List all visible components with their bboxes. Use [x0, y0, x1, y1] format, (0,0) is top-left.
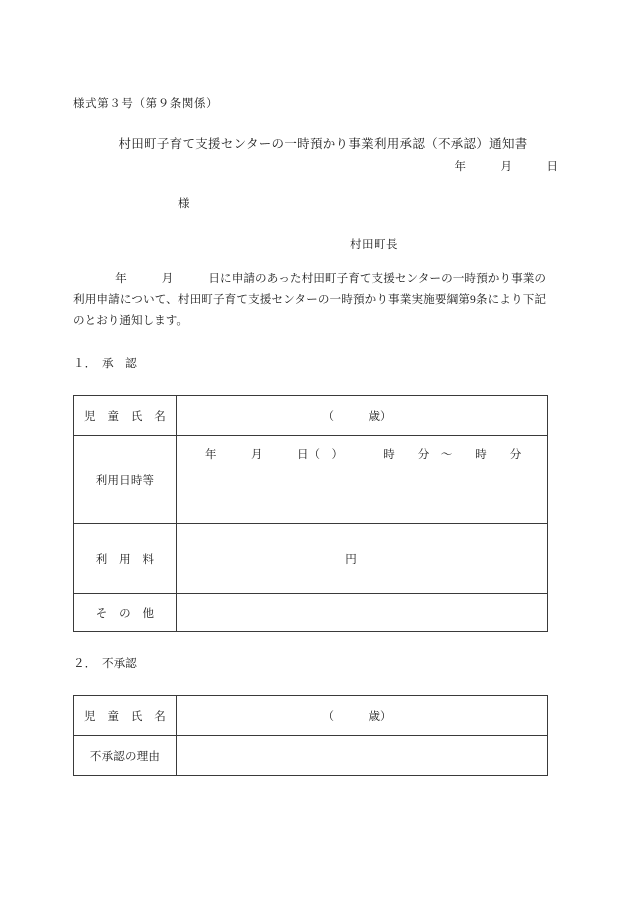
row-label-usage-fee: 利 用 料	[74, 524, 177, 594]
row-label-disapproval-reason: 不承認の理由	[74, 736, 177, 776]
table-row	[74, 524, 548, 594]
row-label-child-name: 児 童 氏 名	[74, 396, 177, 436]
issuer-name: 村田町長	[350, 239, 398, 251]
row-value-child-name[interactable]	[177, 396, 548, 436]
row-value-usage-fee[interactable]	[177, 524, 548, 594]
row-value-usage-datetime[interactable]	[177, 436, 548, 524]
row-value-child-name-2[interactable]	[177, 696, 548, 736]
approval-table	[73, 395, 548, 632]
row-label-other: そ の 他	[74, 594, 177, 632]
table-row	[74, 396, 548, 436]
body-paragraph-text: 年 月 日に申請のあった村田町子育て支援センターの一時預かり事業の利用申請について、村田町子育て支援センターの一時預かり事業実施要綱第9条により下記のとおり通知します。	[73, 272, 546, 327]
section-heading-approval: １． 承 認	[73, 357, 137, 370]
row-label-usage-datetime: 利用日時等	[74, 436, 177, 524]
form-number: 様式第３号（第９条関係）	[73, 98, 219, 110]
table-row	[74, 696, 548, 736]
body-paragraph	[73, 268, 546, 331]
addressee-honorific: 様	[178, 198, 190, 210]
section-heading-disapproval: ２． 不承認	[73, 657, 137, 670]
disapproval-table	[73, 695, 548, 776]
usage-datetime-placeholder: 年 月 日（ ） 時 分 ～ 時 分	[205, 449, 522, 461]
table-row	[74, 436, 548, 524]
usage-fee-unit: 円	[345, 553, 357, 566]
page-title: 村田町子育て支援センターの一時預かり事業利用承認（不承認）通知書	[118, 137, 528, 151]
table-row	[74, 736, 548, 776]
child-age-placeholder: （ 歳）	[322, 410, 392, 423]
row-value-disapproval-reason[interactable]	[177, 736, 548, 776]
issue-date-line: 年 月 日	[454, 161, 558, 173]
row-value-other[interactable]	[177, 594, 548, 632]
table-row	[74, 594, 548, 632]
child-age-placeholder-2: （ 歳）	[322, 710, 392, 723]
row-label-child-name-2: 児 童 氏 名	[74, 696, 177, 736]
